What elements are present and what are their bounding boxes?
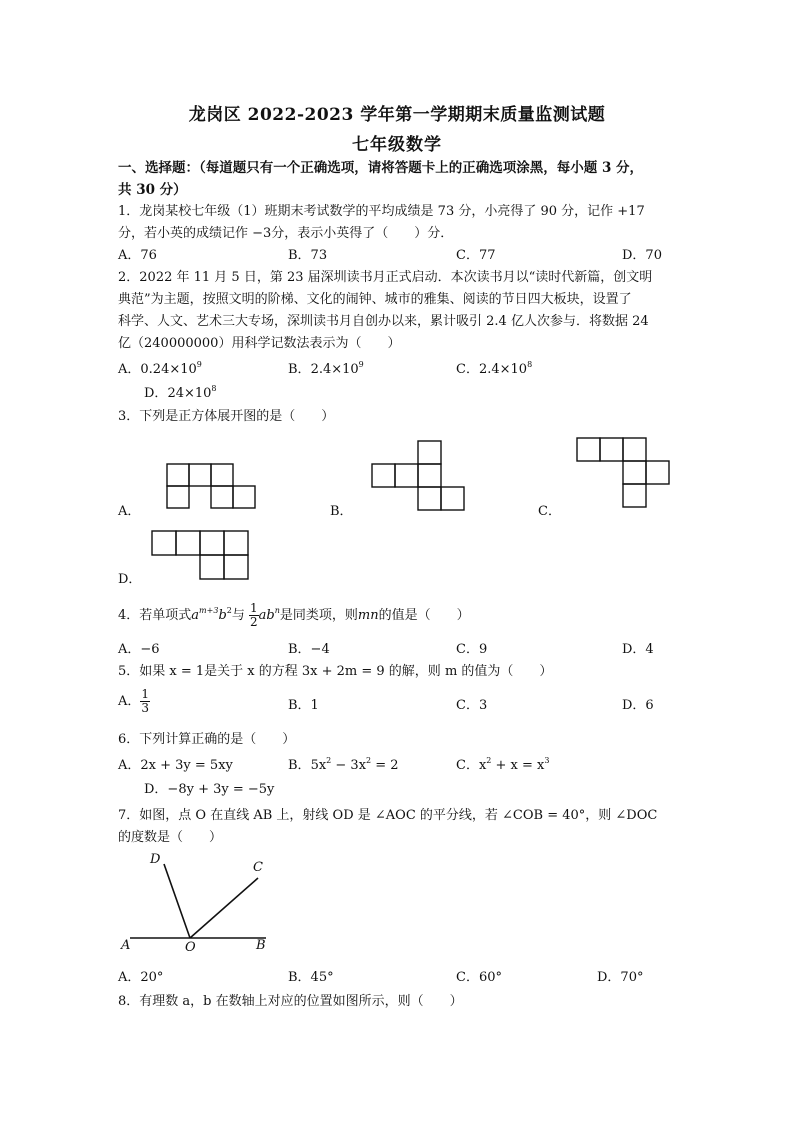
q7-line2: 的度数是（ ） — [118, 830, 223, 845]
section-heading: 一、选择题：（每道题只有一个正确选项，请将答题卡上的正确选项涂黑，每小题 3 分， — [118, 160, 644, 176]
q1-option-b: B．73 — [288, 248, 328, 263]
q5-option-c: C．3 — [456, 698, 488, 713]
cube-net-a-figure — [166, 463, 266, 513]
q1-line1: 1．龙岗某校七年级（1）班期末考试数学的平均成绩是 73 分，小亮得了 90 分，记作 +17 — [118, 204, 645, 219]
q5-option-d: D．6 — [622, 698, 654, 713]
exam-subtitle: 七年级数学 — [352, 135, 442, 155]
q6-option-d: D．−8y + 3y = −5y — [144, 782, 275, 797]
q7-line1: 7．如图，点 O 在直线 AB 上，射线 OD 是 ∠AOC 的平分线，若 ∠COB = 40°，则 ∠DOC — [118, 808, 658, 823]
q4-option-d: D．4 — [622, 642, 654, 657]
cube-net-d-figure — [151, 530, 251, 585]
q4-stem: 4．若单项式$a^{m+3}b^2$与 $\frac{1}{2}$ $ab^n$是同类项，则mn的值是（ ） — [118, 601, 470, 629]
q5-option-a: A． $\frac{1}{3}$ — [118, 687, 150, 715]
q3-option-c: C． — [538, 504, 561, 519]
q1-line2: 分，若小英的成绩记作 −3分，表示小英得了（ ）分． — [118, 226, 454, 241]
q7-option-b: B．45° — [288, 970, 334, 985]
q7-option-c: C．60° — [456, 970, 502, 985]
q2-line2: 典范”为主题，按照文明的阶梯、文化的闹钟、城市的雅集、阅读的节日四大板块，设置了 — [118, 292, 632, 307]
cube-net-c-figure — [576, 437, 676, 512]
q4-option-a: A．−6 — [118, 642, 160, 657]
q3-stem: 3．下列是正方体展开图的是（ ） — [118, 409, 335, 424]
q2-line1: 2．2022 年 11 月 5 日，第 23 届深圳读书月正式启动．本次读书月以“读时代新篇，创文明 — [118, 270, 653, 285]
q3-option-b: B． — [330, 504, 353, 519]
q1-option-c: C．77 — [456, 248, 496, 263]
q7-option-d: D．70° — [597, 970, 644, 985]
q6-option-b: B．$5x^2 - 3x^2 = 2$ — [288, 756, 399, 773]
q4-fraction: $\frac{1}{2}$ — [250, 601, 258, 629]
q4-option-b: B．−4 — [288, 642, 330, 657]
q1-option-a: A．76 — [118, 248, 157, 263]
point-o-label: O — [185, 940, 196, 955]
exam-title: 龙岗区 2022-2023 学年第一学期期末质量监测试题 — [188, 105, 606, 125]
q6-stem: 6．下列计算正确的是（ ） — [118, 732, 296, 747]
section-heading-cont: 共 30 分） — [118, 182, 187, 198]
point-c-label: C — [253, 860, 263, 875]
point-a-label: A — [121, 938, 131, 953]
q8-stem: 8．有理数 a，b 在数轴上对应的位置如图所示，则（ ） — [118, 994, 463, 1009]
q2-option-b: B．$2.4\times 10^9$ — [288, 360, 364, 377]
ray-od — [164, 864, 190, 938]
q2-option-d: D．$24\times 10^8$ — [144, 384, 217, 401]
ray-oc — [190, 878, 258, 938]
q4-option-c: C．9 — [456, 642, 488, 657]
q3-option-a: A． — [118, 504, 141, 519]
q2-line3: 科学、人文、艺术三大专场，深圳读书月自创办以来，累计吸引 2.4 亿人次参与．将数据 24 — [118, 314, 649, 329]
point-d-label: D — [150, 852, 161, 867]
q2-line4: 亿（240000000）用科学记数法表示为（ ） — [118, 336, 401, 351]
q6-option-a: A．2x + 3y = 5xy — [118, 758, 233, 773]
cube-net-b-figure — [371, 440, 471, 515]
point-b-label: B — [256, 938, 266, 953]
q6-option-c: C．$x^2 + x = x^3$ — [456, 756, 550, 773]
q3-option-d: D． — [118, 572, 142, 587]
q7-option-a: A．20° — [118, 970, 164, 985]
q1-option-d: D．70 — [622, 248, 662, 263]
q2-option-a: A．$0.24\times 10^9$ — [118, 360, 202, 377]
q2-option-c: C．$2.4\times 10^8$ — [456, 360, 533, 377]
q5-stem: 5．如果 x = 1是关于 x 的方程 3x + 2m = 9 的解，则 m 的值为（ ） — [118, 664, 553, 679]
q5-option-b: B．1 — [288, 698, 319, 713]
